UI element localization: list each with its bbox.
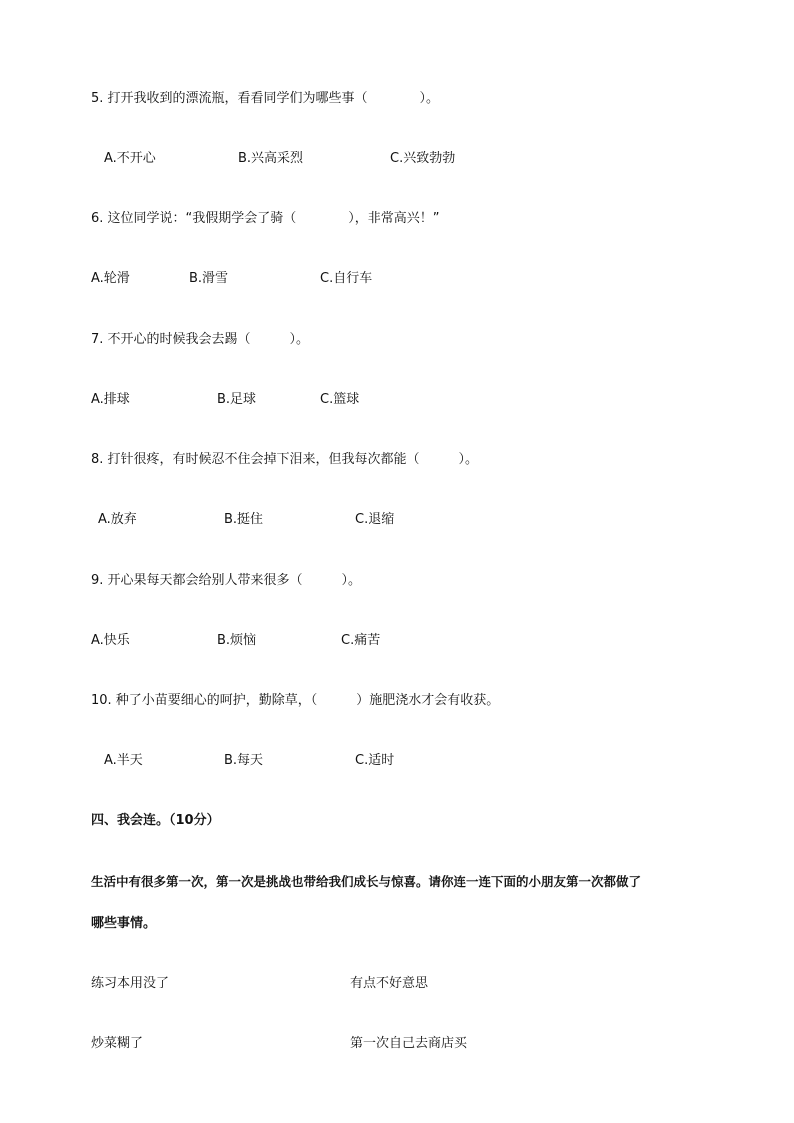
section-4-instruction-line-1: 生活中有很多第一次，第一次是挑战也带给我们成长与惊喜。请你连一连下面的小朋友第一次都做了 [91, 874, 642, 889]
question-9-option-b: B.烦恼 [217, 633, 257, 648]
question-9-option-a: A.快乐 [91, 633, 130, 648]
question-5-option-b: B.兴高采烈 [238, 151, 304, 166]
question-10-option-b: B.每天 [224, 753, 264, 768]
question-5-option-c: C.兴致勃勃 [390, 151, 456, 166]
question-6-option-a: A.轮滑 [91, 271, 130, 286]
question-8-option-b: B.挺住 [224, 512, 264, 527]
question-6-stem: 6. 这位同学说：“我假期学会了骑（ ），非常高兴！” [91, 211, 440, 226]
question-6-option-b: B.滑雪 [189, 271, 229, 286]
question-5-stem: 5. 打开我收到的漂流瓶，看看同学们为哪些事（ ）。 [91, 91, 440, 106]
section-4-instruction-line-2: 哪些事情。 [91, 916, 157, 931]
question-7-option-a: A.排球 [91, 392, 130, 407]
match-left-item-2: 炒菜糊了 [91, 1036, 144, 1051]
question-8-option-c: C.退缩 [355, 512, 395, 527]
match-left-item-1: 练习本用没了 [91, 976, 170, 991]
question-6-option-c: C.自行车 [320, 271, 373, 286]
match-right-item-2: 第一次自己去商店买 [350, 1036, 468, 1051]
question-10-stem: 10. 种了小苗要细心的呵护，勤除草，（ ）施肥浇水才会有收获。 [91, 693, 500, 708]
question-9-option-c: C.痛苦 [341, 633, 381, 648]
question-7-stem: 7. 不开心的时候我会去踢（ ）。 [91, 332, 310, 347]
question-8-option-a: A.放弃 [98, 512, 137, 527]
section-4-heading: 四、我会连。（10分） [91, 813, 220, 828]
question-10-option-a: A.半天 [104, 753, 143, 768]
question-9-stem: 9. 开心果每天都会给别人带来很多（ ）。 [91, 573, 362, 588]
question-5-option-a: A.不开心 [104, 151, 156, 166]
question-7-option-b: B.足球 [217, 392, 257, 407]
question-8-stem: 8. 打针很疼，有时候忍不住会掉下泪来，但我每次都能（ ）。 [91, 452, 479, 467]
question-10-option-c: C.适时 [355, 753, 395, 768]
match-right-item-1: 有点不好意思 [350, 976, 429, 991]
question-7-option-c: C.篮球 [320, 392, 360, 407]
